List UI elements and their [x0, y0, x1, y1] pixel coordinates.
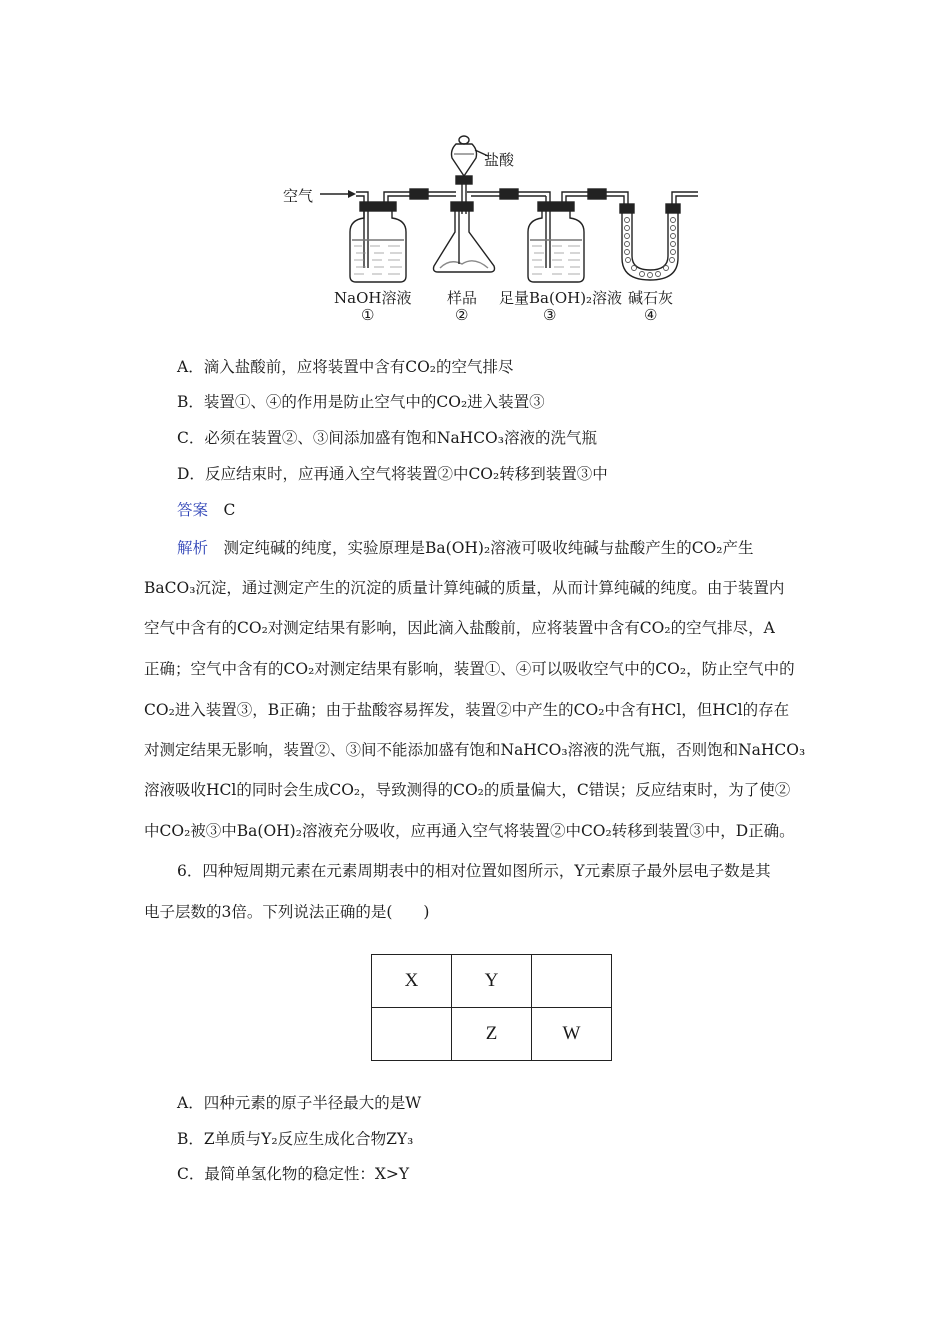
periodic-position-table	[371, 954, 612, 1061]
analysis-text-1: 测定纯碱的纯度，实验原理是Ba(OH)₂溶液可吸收纯碱与盐酸产生的CO₂产生	[223, 539, 754, 557]
q5-answer	[177, 500, 235, 520]
table-cell-empty	[372, 1008, 452, 1061]
analysis-line-3: 空气中含有的CO₂对测定结果有影响，因此滴入盐酸前，应将装置中含有CO₂的空气排尽，A	[144, 619, 775, 637]
q5-option-d-text: 反应结束时，应再通入空气将装置②中CO₂转移到装置③中	[204, 465, 608, 483]
q5-option-a	[177, 357, 514, 377]
table-cell-empty	[532, 955, 612, 1008]
analysis-line-8: 中CO₂被③中Ba(OH)₂溶液充分吸收，应再通入空气将装置②中CO₂转移到装置③中，D正确。	[144, 822, 795, 840]
analysis-line-6: 对测定结果无影响，装置②、③间不能添加盛有饱和NaHCO₃溶液的洗气瓶，否则饱和NaHCO₃	[144, 741, 806, 759]
table-cell-x: X	[372, 955, 452, 1008]
analysis-label: 解析	[177, 539, 209, 557]
table-cell-z: Z	[452, 1008, 532, 1061]
q5-option-c-letter: C．	[177, 429, 205, 447]
device-3-number: ③	[543, 306, 557, 324]
q6-option-a-text: 四种元素的原子半径最大的是W	[203, 1094, 422, 1112]
q5-option-d	[177, 464, 608, 484]
q5-option-a-letter: A．	[177, 358, 204, 376]
q5-option-b-text: 装置①、④的作用是防止空气中的CO₂进入装置③	[203, 393, 545, 411]
analysis-line-7: 溶液吸收HCl的同时会生成CO₂，导致测得的CO₂的质量偏大，C错误；反应结束时，为了使②	[144, 781, 791, 799]
q5-option-c	[177, 428, 597, 448]
device-1-number: ①	[361, 306, 375, 324]
device-4-label: 碱石灰	[628, 289, 674, 307]
q6-option-a-letter: A．	[177, 1094, 204, 1112]
device-4-number: ④	[644, 306, 658, 324]
q6-option-b-letter: B．	[177, 1130, 204, 1148]
q6-stem-line-1: 6．四种短周期元素在元素周期表中的相对位置如图所示，Y元素原子最外层电子数是其	[177, 862, 771, 880]
q6-stem-line-2: 电子层数的3倍。下列说法正确的是( )	[144, 903, 430, 921]
table-cell-y: Y	[452, 955, 532, 1008]
q6-option-a	[177, 1093, 421, 1113]
q5-option-d-letter: D．	[177, 465, 205, 483]
q5-option-a-text: 滴入盐酸前，应将装置中含有CO₂的空气排尽	[203, 358, 514, 376]
q6-option-b-text: Z单质与Y₂反应生成化合物ZY₃	[203, 1130, 414, 1148]
q6-option-b	[177, 1129, 413, 1149]
q5-option-b	[177, 392, 545, 412]
table-row	[372, 955, 612, 1008]
table-cell-w: W	[532, 1008, 612, 1061]
device-2-label: 样品	[447, 289, 478, 307]
analysis-line-2: BaCO₃沉淀，通过测定产生的沉淀的质量计算纯碱的质量，从而计算纯碱的纯度。由于装置内	[144, 579, 785, 597]
device-3-label: 足量Ba(OH)₂溶液	[499, 289, 623, 307]
q6-option-c	[177, 1164, 409, 1184]
answer-label: 答案	[177, 501, 209, 519]
q6-option-c-letter: C．	[177, 1165, 205, 1183]
q6-option-c-text: 最简单氢化物的稳定性：X>Y	[204, 1165, 410, 1183]
analysis-line-5: CO₂进入装置③，B正确；由于盐酸容易挥发，装置②中产生的CO₂中含有HCl，但HCl的存在	[144, 701, 790, 719]
device-1-label: NaOH溶液	[334, 289, 412, 307]
device-2-number: ②	[455, 306, 469, 324]
acid-label: 盐酸	[484, 151, 515, 169]
analysis-line-1	[177, 538, 753, 558]
table-row	[372, 1008, 612, 1061]
answer-value: C	[223, 501, 236, 519]
q5-option-b-letter: B．	[177, 393, 204, 411]
air-label: 空气	[283, 187, 314, 205]
analysis-line-4: 正确；空气中含有的CO₂对测定结果有影响，装置①、④可以吸收空气中的CO₂，防止空气中的	[144, 660, 795, 678]
q5-option-c-text: 必须在装置②、③间添加盛有饱和NaHCO₃溶液的洗气瓶	[204, 429, 597, 447]
